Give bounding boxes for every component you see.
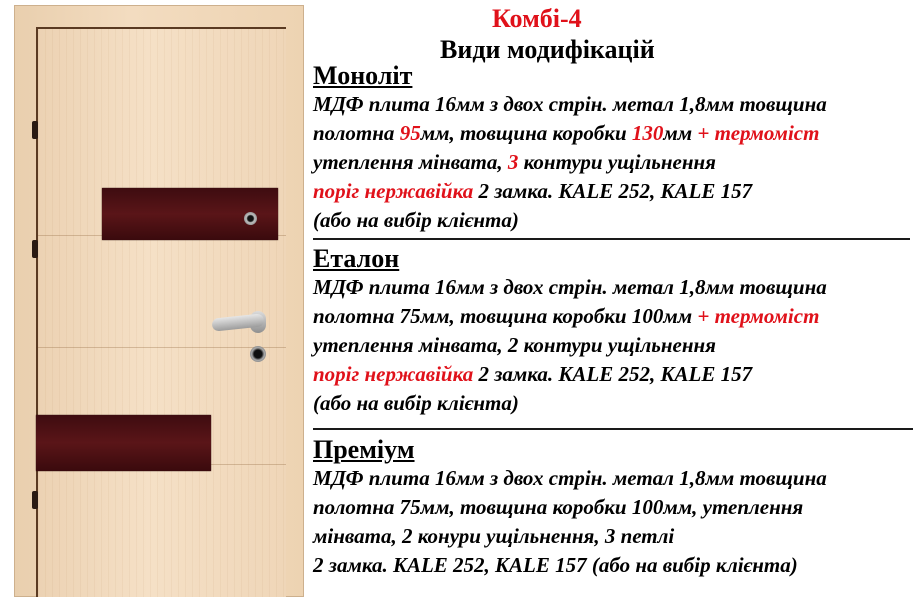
spec-text: полотна 75мм, товщина коробки 100мм <box>313 304 698 328</box>
spec-line <box>313 331 913 360</box>
highlight-text: 95 <box>399 121 421 145</box>
spec-line <box>313 119 913 148</box>
spec-text: контури ущільнення <box>518 150 717 174</box>
highlight-text: + термоміст <box>697 304 820 328</box>
page-title: Комбі-4 <box>492 4 582 33</box>
door-illustration <box>14 5 304 597</box>
spec-text: утеплення мінвата, <box>313 150 508 174</box>
door-leaf <box>36 27 286 597</box>
spec-text: (або на вибір клієнта) <box>313 208 519 232</box>
section-title: Преміум <box>313 435 415 464</box>
spec-text: утеплення мінвата, 2 контури ущільнення <box>313 333 716 357</box>
section-premium <box>313 436 913 580</box>
spec-line <box>313 493 913 522</box>
spec-text: 2 замка. KALE 252, KALE 157 <box>473 362 753 386</box>
spec-text: мм, товщина коробки <box>420 121 632 145</box>
spec-text: МДФ плита 16мм з двох стрін. метал 1,8мм товщина <box>313 275 827 299</box>
spec-text: 2 замка. KALE 252, KALE 157 <box>473 179 753 203</box>
section-monolit <box>313 62 913 235</box>
spec-text: полотна <box>313 121 400 145</box>
spec-line <box>313 389 913 418</box>
spec-line <box>313 302 913 331</box>
spec-line <box>313 148 913 177</box>
section-etalon <box>313 245 913 418</box>
wenge-strip-bottom <box>36 415 211 471</box>
highlight-text: 130 <box>631 121 664 145</box>
section-title: Еталон <box>313 244 400 273</box>
highlight-text: поріг нержавійка <box>313 362 474 386</box>
spec-text: мм <box>663 121 698 145</box>
hinge-icon <box>32 491 38 509</box>
divider <box>313 428 913 430</box>
page-subtitle: Види модифікацій <box>440 35 655 64</box>
spec-line <box>313 360 913 389</box>
hinge-icon <box>32 240 38 258</box>
spec-line <box>313 522 913 551</box>
spec-line <box>313 464 913 493</box>
divider <box>313 238 910 240</box>
highlight-text: 3 <box>507 150 519 174</box>
spec-text: мінвата, 2 конури ущільнення, 3 петлі <box>313 524 675 548</box>
lock-cylinder-icon <box>250 346 266 362</box>
spec-line <box>313 177 913 206</box>
spec-text: (або на вибір клієнта) <box>313 391 519 415</box>
spec-line <box>313 90 913 119</box>
spec-text: МДФ плита 16мм з двох стрін. метал 1,8мм товщина <box>313 92 827 116</box>
spec-line <box>313 551 913 580</box>
panel-groove <box>38 347 286 348</box>
section-title: Моноліт <box>313 61 413 90</box>
hinge-icon <box>32 121 38 139</box>
highlight-text: + термоміст <box>697 121 820 145</box>
spec-text: МДФ плита 16мм з двох стрін. метал 1,8мм товщина <box>313 466 827 490</box>
spec-line <box>313 273 913 302</box>
spec-line <box>313 206 913 235</box>
upper-lock-icon <box>244 212 257 225</box>
spec-text: полотна 75мм, товщина коробки 100мм, утеплення <box>313 495 804 519</box>
highlight-text: поріг нержавійка <box>313 179 474 203</box>
spec-text: 2 замка. KALE 252, KALE 157 (або на вибір клієнта) <box>313 553 798 577</box>
